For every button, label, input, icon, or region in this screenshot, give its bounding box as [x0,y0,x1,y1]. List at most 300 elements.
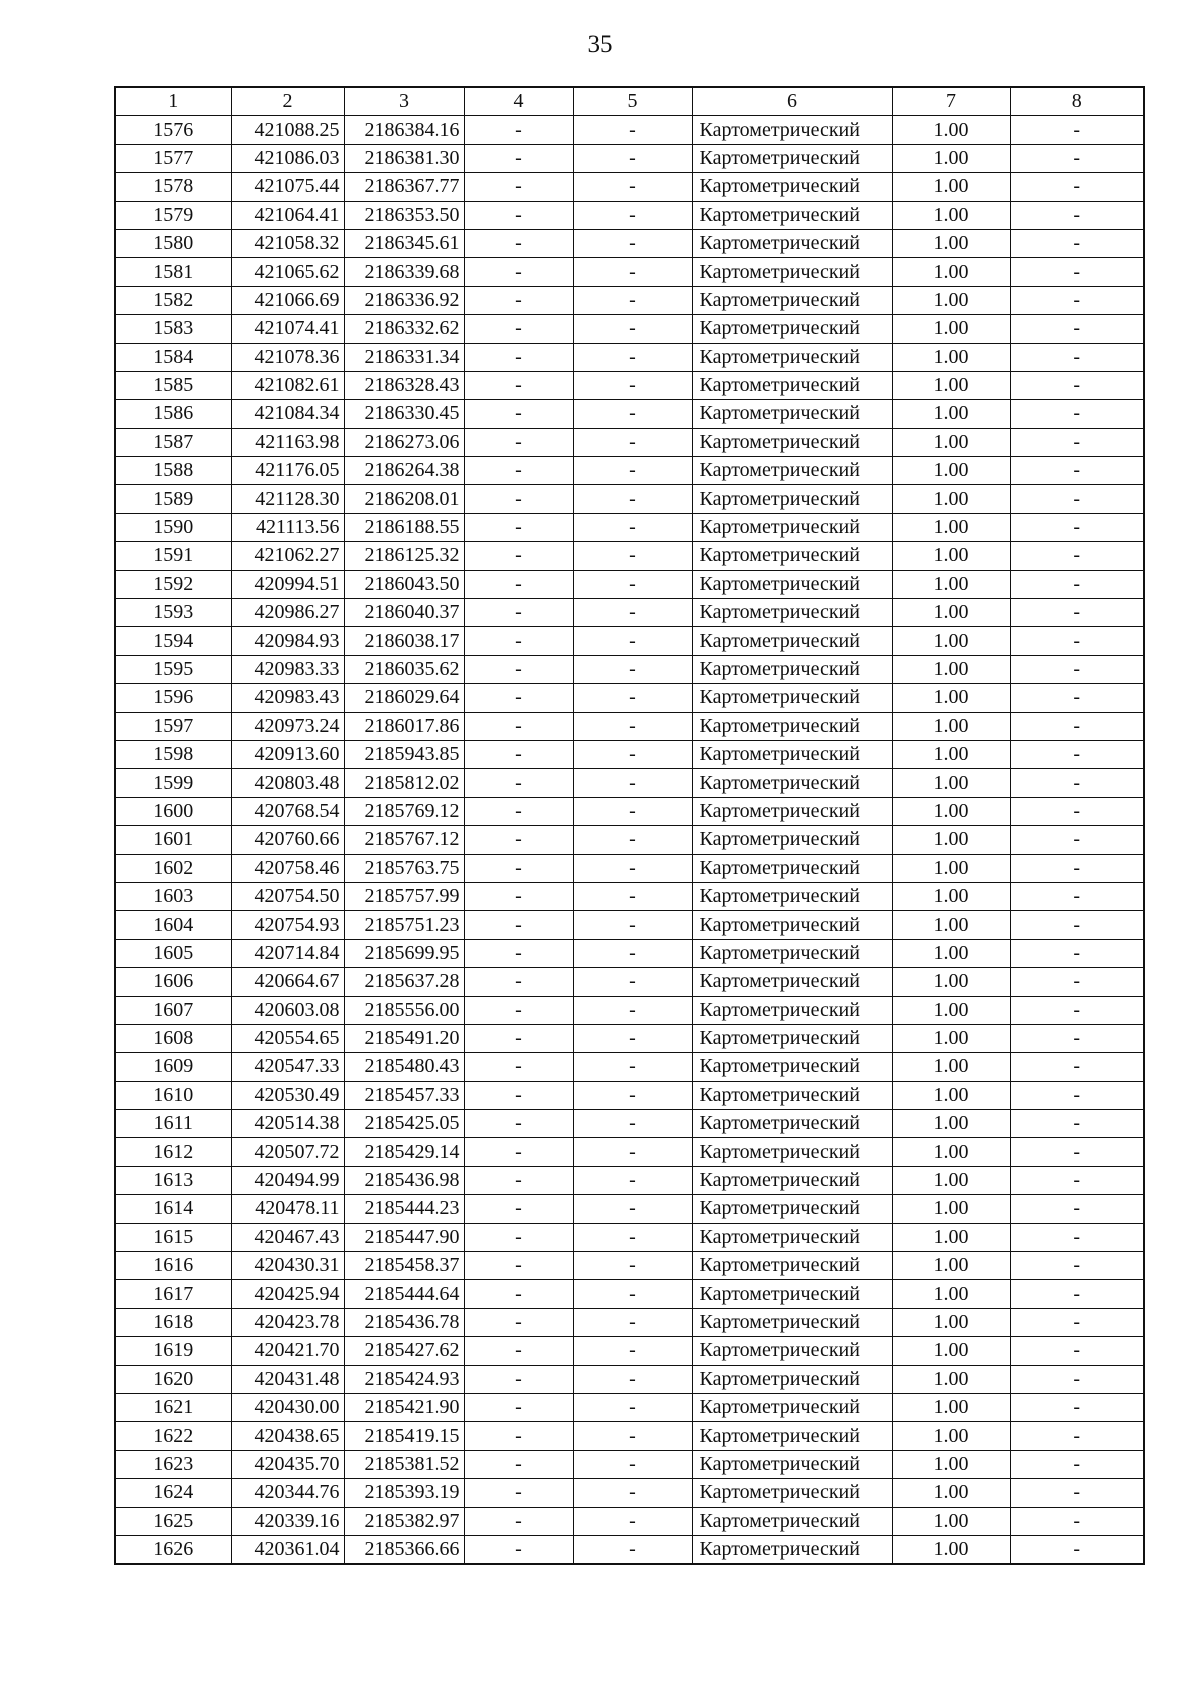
cell-x-coordinate: 420514.38 [231,1110,344,1138]
cell-y-coordinate: 2186384.16 [344,116,464,144]
cell-col-4: - [464,1535,573,1564]
cell-method: Картометрический [692,258,892,286]
cell-col-5: - [573,1223,692,1251]
cell-method: Картометрический [692,826,892,854]
cell-col-5: - [573,173,692,201]
cell-method: Картометрический [692,116,892,144]
cell-col-8: - [1010,1110,1144,1138]
cell-accuracy: 1.00 [892,173,1010,201]
table-row [115,1507,1144,1535]
cell-x-coordinate: 420344.76 [231,1479,344,1507]
table-row [115,1252,1144,1280]
cell-accuracy: 1.00 [892,599,1010,627]
table-row [115,1450,1144,1478]
cell-col-4: - [464,343,573,371]
cell-y-coordinate: 2186353.50 [344,201,464,229]
cell-x-coordinate: 420430.00 [231,1393,344,1421]
table-row [115,258,1144,286]
cell-x-coordinate: 420803.48 [231,769,344,797]
cell-y-coordinate: 2186367.77 [344,173,464,201]
cell-col-8: - [1010,457,1144,485]
cell-col-5: - [573,1195,692,1223]
cell-method: Картометрический [692,599,892,627]
cell-col-8: - [1010,1422,1144,1450]
cell-col-5: - [573,1110,692,1138]
cell-method: Картометрический [692,1422,892,1450]
cell-col-8: - [1010,570,1144,598]
cell-col-4: - [464,428,573,456]
cell-y-coordinate: 2186336.92 [344,286,464,314]
cell-col-4: - [464,1337,573,1365]
cell-accuracy: 1.00 [892,740,1010,768]
cell-col-5: - [573,1450,692,1478]
cell-method: Картометрический [692,371,892,399]
cell-y-coordinate: 2186332.62 [344,315,464,343]
cell-col-8: - [1010,286,1144,314]
cell-col-5: - [573,229,692,257]
cell-method: Картометрический [692,1535,892,1564]
cell-y-coordinate: 2185458.37 [344,1252,464,1280]
cell-col-4: - [464,1422,573,1450]
cell-col-4: - [464,1081,573,1109]
cell-accuracy: 1.00 [892,1081,1010,1109]
cell-point-number: 1583 [115,315,231,343]
cell-col-8: - [1010,542,1144,570]
cell-point-number: 1589 [115,485,231,513]
cell-point-number: 1595 [115,655,231,683]
table-row [115,1365,1144,1393]
cell-point-number: 1577 [115,144,231,172]
cell-accuracy: 1.00 [892,258,1010,286]
table-row [115,882,1144,910]
cell-method: Картометрический [692,1280,892,1308]
table-row [115,1223,1144,1251]
cell-accuracy: 1.00 [892,1280,1010,1308]
cell-accuracy: 1.00 [892,485,1010,513]
cell-x-coordinate: 421066.69 [231,286,344,314]
cell-col-5: - [573,939,692,967]
cell-y-coordinate: 2186029.64 [344,684,464,712]
cell-x-coordinate: 421176.05 [231,457,344,485]
cell-point-number: 1582 [115,286,231,314]
cell-col-8: - [1010,684,1144,712]
table-row [115,570,1144,598]
cell-method: Картометрический [692,1393,892,1421]
cell-point-number: 1584 [115,343,231,371]
cell-col-5: - [573,1053,692,1081]
table-row [115,684,1144,712]
cell-y-coordinate: 2185381.52 [344,1450,464,1478]
cell-accuracy: 1.00 [892,826,1010,854]
cell-col-4: - [464,513,573,541]
cell-y-coordinate: 2185444.23 [344,1195,464,1223]
cell-accuracy: 1.00 [892,1223,1010,1251]
cell-col-5: - [573,684,692,712]
cell-x-coordinate: 421088.25 [231,116,344,144]
table-body [115,116,1144,1564]
cell-method: Картометрический [692,513,892,541]
table-row [115,797,1144,825]
cell-accuracy: 1.00 [892,116,1010,144]
cell-col-4: - [464,229,573,257]
cell-y-coordinate: 2185637.28 [344,968,464,996]
cell-col-8: - [1010,655,1144,683]
cell-accuracy: 1.00 [892,1450,1010,1478]
cell-x-coordinate: 420507.72 [231,1138,344,1166]
cell-col-4: - [464,627,573,655]
cell-col-4: - [464,1365,573,1393]
cell-col-4: - [464,996,573,1024]
cell-col-5: - [573,343,692,371]
cell-accuracy: 1.00 [892,201,1010,229]
table-row [115,144,1144,172]
cell-accuracy: 1.00 [892,968,1010,996]
table-row [115,1280,1144,1308]
cell-col-8: - [1010,1223,1144,1251]
table-row [115,769,1144,797]
table-row [115,939,1144,967]
cell-accuracy: 1.00 [892,712,1010,740]
cell-col-4: - [464,485,573,513]
table-row [115,911,1144,939]
cell-method: Картометрический [692,1450,892,1478]
cell-col-4: - [464,1450,573,1478]
cell-point-number: 1601 [115,826,231,854]
header-cell-5: 5 [573,87,692,116]
table-row [115,457,1144,485]
cell-accuracy: 1.00 [892,457,1010,485]
cell-col-5: - [573,570,692,598]
cell-y-coordinate: 2185421.90 [344,1393,464,1421]
cell-method: Картометрический [692,911,892,939]
cell-col-8: - [1010,740,1144,768]
cell-x-coordinate: 421078.36 [231,343,344,371]
table-row [115,1308,1144,1336]
cell-x-coordinate: 420430.31 [231,1252,344,1280]
cell-point-number: 1585 [115,371,231,399]
cell-y-coordinate: 2186381.30 [344,144,464,172]
cell-accuracy: 1.00 [892,286,1010,314]
cell-col-4: - [464,1479,573,1507]
cell-y-coordinate: 2186331.34 [344,343,464,371]
cell-y-coordinate: 2186035.62 [344,655,464,683]
cell-col-8: - [1010,1450,1144,1478]
cell-col-5: - [573,1535,692,1564]
cell-method: Картометрический [692,740,892,768]
cell-point-number: 1602 [115,854,231,882]
cell-y-coordinate: 2185769.12 [344,797,464,825]
cell-y-coordinate: 2185424.93 [344,1365,464,1393]
cell-method: Картометрический [692,1308,892,1336]
cell-col-5: - [573,1337,692,1365]
cell-point-number: 1616 [115,1252,231,1280]
cell-y-coordinate: 2186264.38 [344,457,464,485]
cell-method: Картометрический [692,457,892,485]
cell-point-number: 1576 [115,116,231,144]
cell-accuracy: 1.00 [892,144,1010,172]
cell-accuracy: 1.00 [892,939,1010,967]
cell-x-coordinate: 420758.46 [231,854,344,882]
cell-point-number: 1624 [115,1479,231,1507]
cell-point-number: 1594 [115,627,231,655]
cell-point-number: 1578 [115,173,231,201]
cell-method: Картометрический [692,1138,892,1166]
cell-method: Картометрический [692,769,892,797]
cell-col-4: - [464,1280,573,1308]
table-row [115,1479,1144,1507]
header-cell-4: 4 [464,87,573,116]
cell-col-4: - [464,457,573,485]
cell-accuracy: 1.00 [892,627,1010,655]
cell-accuracy: 1.00 [892,400,1010,428]
cell-accuracy: 1.00 [892,684,1010,712]
cell-col-5: - [573,258,692,286]
cell-point-number: 1621 [115,1393,231,1421]
cell-x-coordinate: 420339.16 [231,1507,344,1535]
cell-col-4: - [464,173,573,201]
cell-col-4: - [464,655,573,683]
cell-x-coordinate: 420986.27 [231,599,344,627]
cell-accuracy: 1.00 [892,655,1010,683]
header-cell-2: 2 [231,87,344,116]
cell-method: Картометрический [692,542,892,570]
cell-method: Картометрический [692,173,892,201]
cell-col-8: - [1010,1280,1144,1308]
cell-accuracy: 1.00 [892,315,1010,343]
table-row [115,1166,1144,1194]
cell-method: Картометрический [692,968,892,996]
cell-col-8: - [1010,1479,1144,1507]
cell-col-8: - [1010,1053,1144,1081]
table-row [115,1535,1144,1564]
cell-accuracy: 1.00 [892,996,1010,1024]
cell-point-number: 1580 [115,229,231,257]
cell-col-8: - [1010,712,1144,740]
cell-col-4: - [464,882,573,910]
cell-x-coordinate: 420714.84 [231,939,344,967]
table-row [115,854,1144,882]
cell-col-5: - [573,1393,692,1421]
table-row [115,1053,1144,1081]
cell-accuracy: 1.00 [892,513,1010,541]
table-row [115,1110,1144,1138]
cell-y-coordinate: 2186208.01 [344,485,464,513]
table-row [115,1337,1144,1365]
table-row [115,286,1144,314]
cell-accuracy: 1.00 [892,1138,1010,1166]
cell-col-5: - [573,911,692,939]
table-row [115,627,1144,655]
cell-method: Картометрический [692,343,892,371]
cell-col-8: - [1010,258,1144,286]
cell-method: Картометрический [692,939,892,967]
cell-col-4: - [464,1393,573,1421]
cell-col-8: - [1010,996,1144,1024]
cell-y-coordinate: 2185382.97 [344,1507,464,1535]
cell-y-coordinate: 2185812.02 [344,769,464,797]
cell-accuracy: 1.00 [892,1507,1010,1535]
header-cell-1: 1 [115,87,231,116]
cell-col-4: - [464,939,573,967]
cell-col-4: - [464,769,573,797]
table-row [115,996,1144,1024]
table-row [115,315,1144,343]
table-row [115,1024,1144,1052]
cell-x-coordinate: 420425.94 [231,1280,344,1308]
cell-col-5: - [573,854,692,882]
cell-col-5: - [573,1507,692,1535]
cell-method: Картометрический [692,1166,892,1194]
cell-col-8: - [1010,911,1144,939]
cell-point-number: 1579 [115,201,231,229]
cell-col-8: - [1010,428,1144,456]
cell-y-coordinate: 2185943.85 [344,740,464,768]
cell-point-number: 1598 [115,740,231,768]
cell-point-number: 1590 [115,513,231,541]
cell-col-8: - [1010,627,1144,655]
cell-col-8: - [1010,1308,1144,1336]
table-row [115,1422,1144,1450]
cell-y-coordinate: 2186339.68 [344,258,464,286]
cell-y-coordinate: 2185767.12 [344,826,464,854]
cell-col-8: - [1010,939,1144,967]
cell-col-5: - [573,1365,692,1393]
cell-y-coordinate: 2186125.32 [344,542,464,570]
table-row [115,400,1144,428]
table-row [115,740,1144,768]
cell-point-number: 1604 [115,911,231,939]
cell-col-4: - [464,1110,573,1138]
cell-y-coordinate: 2186017.86 [344,712,464,740]
cell-x-coordinate: 420984.93 [231,627,344,655]
cell-x-coordinate: 421065.62 [231,258,344,286]
cell-col-4: - [464,1308,573,1336]
cell-col-8: - [1010,343,1144,371]
cell-col-8: - [1010,513,1144,541]
table-row [115,826,1144,854]
cell-y-coordinate: 2185436.98 [344,1166,464,1194]
cell-col-8: - [1010,315,1144,343]
cell-x-coordinate: 421086.03 [231,144,344,172]
cell-col-8: - [1010,1252,1144,1280]
cell-col-5: - [573,740,692,768]
cell-y-coordinate: 2185447.90 [344,1223,464,1251]
cell-point-number: 1600 [115,797,231,825]
cell-accuracy: 1.00 [892,1479,1010,1507]
cell-x-coordinate: 421128.30 [231,485,344,513]
cell-col-4: - [464,201,573,229]
cell-x-coordinate: 421062.27 [231,542,344,570]
cell-point-number: 1620 [115,1365,231,1393]
table-row [115,116,1144,144]
cell-method: Картометрический [692,1081,892,1109]
cell-y-coordinate: 2185425.05 [344,1110,464,1138]
cell-col-4: - [464,1138,573,1166]
cell-accuracy: 1.00 [892,797,1010,825]
cell-col-5: - [573,627,692,655]
cell-x-coordinate: 420983.43 [231,684,344,712]
cell-col-4: - [464,400,573,428]
page-number: 35 [587,31,613,58]
table-row [115,513,1144,541]
cell-col-8: - [1010,1393,1144,1421]
cell-point-number: 1586 [115,400,231,428]
cell-method: Картометрический [692,286,892,314]
cell-method: Картометрический [692,1365,892,1393]
cell-accuracy: 1.00 [892,1337,1010,1365]
cell-accuracy: 1.00 [892,1195,1010,1223]
cell-x-coordinate: 420664.67 [231,968,344,996]
cell-col-4: - [464,968,573,996]
cell-y-coordinate: 2186040.37 [344,599,464,627]
cell-col-5: - [573,286,692,314]
cell-x-coordinate: 420973.24 [231,712,344,740]
cell-x-coordinate: 420435.70 [231,1450,344,1478]
cell-col-4: - [464,854,573,882]
cell-y-coordinate: 2185556.00 [344,996,464,1024]
cell-method: Картометрический [692,684,892,712]
cell-col-4: - [464,797,573,825]
cell-col-4: - [464,1053,573,1081]
cell-x-coordinate: 420554.65 [231,1024,344,1052]
cell-x-coordinate: 421058.32 [231,229,344,257]
cell-x-coordinate: 421084.34 [231,400,344,428]
cell-method: Картометрический [692,797,892,825]
table-row [115,1393,1144,1421]
cell-col-8: - [1010,1081,1144,1109]
cell-col-5: - [573,315,692,343]
cell-col-8: - [1010,1535,1144,1564]
cell-col-5: - [573,1024,692,1052]
table-row [115,1138,1144,1166]
cell-col-8: - [1010,144,1144,172]
cell-accuracy: 1.00 [892,1053,1010,1081]
cell-col-5: - [573,882,692,910]
cell-x-coordinate: 420467.43 [231,1223,344,1251]
cell-col-4: - [464,1507,573,1535]
cell-accuracy: 1.00 [892,1110,1010,1138]
cell-y-coordinate: 2185429.14 [344,1138,464,1166]
cell-col-8: - [1010,371,1144,399]
cell-y-coordinate: 2185763.75 [344,854,464,882]
cell-col-8: - [1010,1024,1144,1052]
table-row [115,599,1144,627]
cell-method: Картометрический [692,400,892,428]
cell-point-number: 1588 [115,457,231,485]
cell-col-5: - [573,201,692,229]
cell-accuracy: 1.00 [892,854,1010,882]
cell-accuracy: 1.00 [892,542,1010,570]
cell-col-5: - [573,996,692,1024]
cell-col-5: - [573,1422,692,1450]
cell-method: Картометрический [692,1024,892,1052]
header-cell-8: 8 [1010,87,1144,116]
cell-point-number: 1610 [115,1081,231,1109]
cell-x-coordinate: 420754.93 [231,911,344,939]
cell-accuracy: 1.00 [892,1365,1010,1393]
cell-y-coordinate: 2185751.23 [344,911,464,939]
cell-col-8: - [1010,173,1144,201]
cell-col-5: - [573,1252,692,1280]
cell-col-5: - [573,1280,692,1308]
cell-x-coordinate: 421064.41 [231,201,344,229]
cell-y-coordinate: 2186345.61 [344,229,464,257]
cell-point-number: 1626 [115,1535,231,1564]
cell-point-number: 1608 [115,1024,231,1052]
cell-col-8: - [1010,968,1144,996]
cell-x-coordinate: 420421.70 [231,1337,344,1365]
cell-x-coordinate: 420547.33 [231,1053,344,1081]
